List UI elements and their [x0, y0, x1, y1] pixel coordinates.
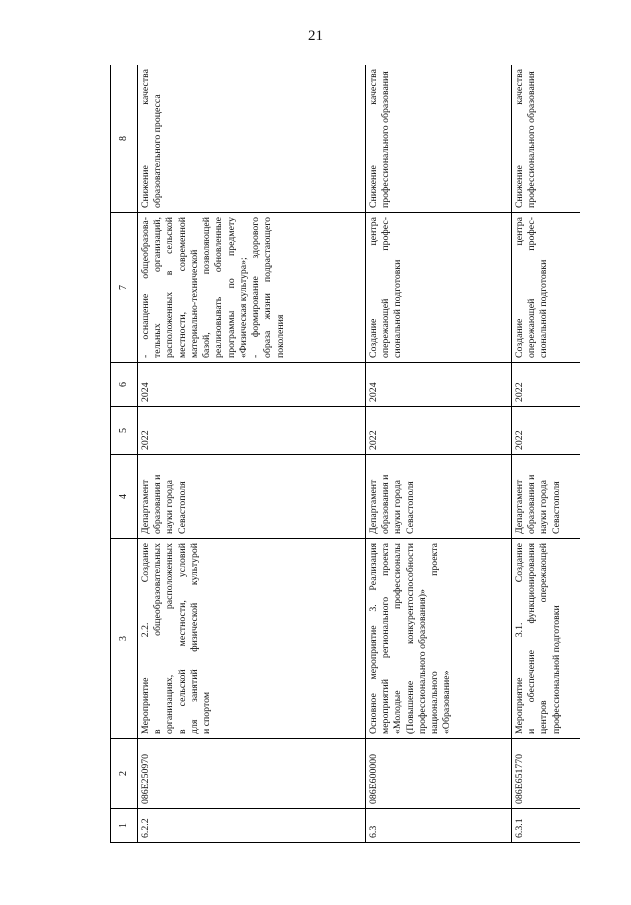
result-line: опережающей профес- — [526, 217, 538, 358]
activity-line: для занятий физической культурой — [188, 543, 200, 734]
result-line: поколения — [274, 314, 286, 358]
column-number: 1 — [111, 809, 138, 843]
row-result — [366, 213, 512, 363]
result-line: сиональной подготовки — [392, 259, 404, 358]
activity-line: профессионального образования)» — [416, 589, 428, 734]
result-line: базой, позволяющей — [201, 217, 213, 358]
row-indicator: Снижение качества образовательного процесса — [138, 65, 366, 213]
result-line: местности, современной — [176, 217, 188, 358]
row-indicator: Снижение качества профессионального образования — [512, 65, 581, 213]
activity-line: Основное мероприятие 3. Реализация — [368, 543, 379, 734]
activity-line: «Образование» — [441, 670, 453, 734]
row-result — [512, 213, 581, 363]
row-executor: Департамент образования и науки города Севастополя — [512, 455, 581, 539]
result-line: опережающей профес- — [380, 217, 392, 358]
row-code: 086E651770 — [512, 739, 581, 809]
activity-line: «Молодые профессионалы — [392, 543, 404, 734]
activity-line: центров опережающей — [538, 543, 550, 734]
result-line: Создание центра — [368, 217, 379, 358]
column-number-row — [111, 65, 138, 843]
column-number: 7 — [111, 213, 138, 363]
page-number: 21 — [308, 28, 323, 44]
column-number: 8 — [111, 65, 138, 213]
table-row — [138, 65, 366, 843]
activity-line: Мероприятие 2.2. Создание — [140, 543, 151, 734]
activity-line: мероприятий регионального проекта — [380, 543, 392, 734]
row-start-year: 2022 — [512, 407, 581, 455]
column-number: 2 — [111, 739, 138, 809]
activity-line: профессиональной подготовки — [550, 605, 562, 734]
result-line: - формирование здорового — [250, 217, 262, 358]
row-end-year: 2024 — [138, 363, 366, 407]
row-executor: Департамент образования и науки города Севастополя — [366, 455, 512, 539]
result-line: Создание центра — [514, 217, 525, 358]
row-start-year: 2022 — [138, 407, 366, 455]
activity-line: национального проекта — [429, 543, 441, 734]
row-code: 086E600000 — [366, 739, 512, 809]
result-line: тельных организаций, — [152, 217, 164, 358]
program-table — [110, 65, 580, 843]
result-line: сиональной подготовки — [538, 259, 550, 358]
table-row — [512, 65, 581, 843]
column-number: 5 — [111, 407, 138, 455]
row-number: 6.2.2 — [138, 809, 366, 843]
result-line: расположенных в сельской — [164, 217, 176, 358]
column-number: 6 — [111, 363, 138, 407]
result-line: материально-технической — [188, 249, 200, 358]
row-activity — [366, 539, 512, 739]
result-line: образа жизни подрастающего — [262, 217, 274, 358]
row-start-year: 2022 — [366, 407, 512, 455]
activity-line: Мероприятие 3.1. Создание — [514, 543, 525, 734]
row-end-year: 2022 — [512, 363, 581, 407]
activity-line: в сельской местности, условий — [176, 543, 188, 734]
activity-line: организациях, расположенных — [164, 543, 176, 734]
rotated-table-inner — [110, 65, 580, 843]
row-number: 6.3.1 — [512, 809, 581, 843]
result-line: «Физическая культура»; — [237, 257, 249, 358]
row-end-year: 2024 — [366, 363, 512, 407]
row-activity — [512, 539, 581, 739]
activity-line: в общеобразовательных — [152, 543, 164, 734]
result-line: - оснащение общеобразова- — [140, 217, 151, 358]
activity-line: (Повышение конкурентоспособности — [404, 543, 416, 734]
row-result — [138, 213, 366, 363]
row-activity — [138, 539, 366, 739]
table-row — [366, 65, 512, 843]
row-code: 086E250970 — [138, 739, 366, 809]
column-number: 3 — [111, 539, 138, 739]
activity-line: и спортом — [201, 691, 213, 734]
result-line: программы по предмету — [225, 217, 237, 358]
activity-line: и обеспечение функционирования — [526, 543, 538, 734]
row-executor: Департамент образования и науки города Севастополя — [138, 455, 366, 539]
column-number: 4 — [111, 455, 138, 539]
row-indicator: Снижение качества профессионального образования — [366, 65, 512, 213]
rotated-table-container — [110, 65, 580, 843]
result-line: реализовывать обновленные — [213, 217, 225, 358]
row-number: 6.3 — [366, 809, 512, 843]
